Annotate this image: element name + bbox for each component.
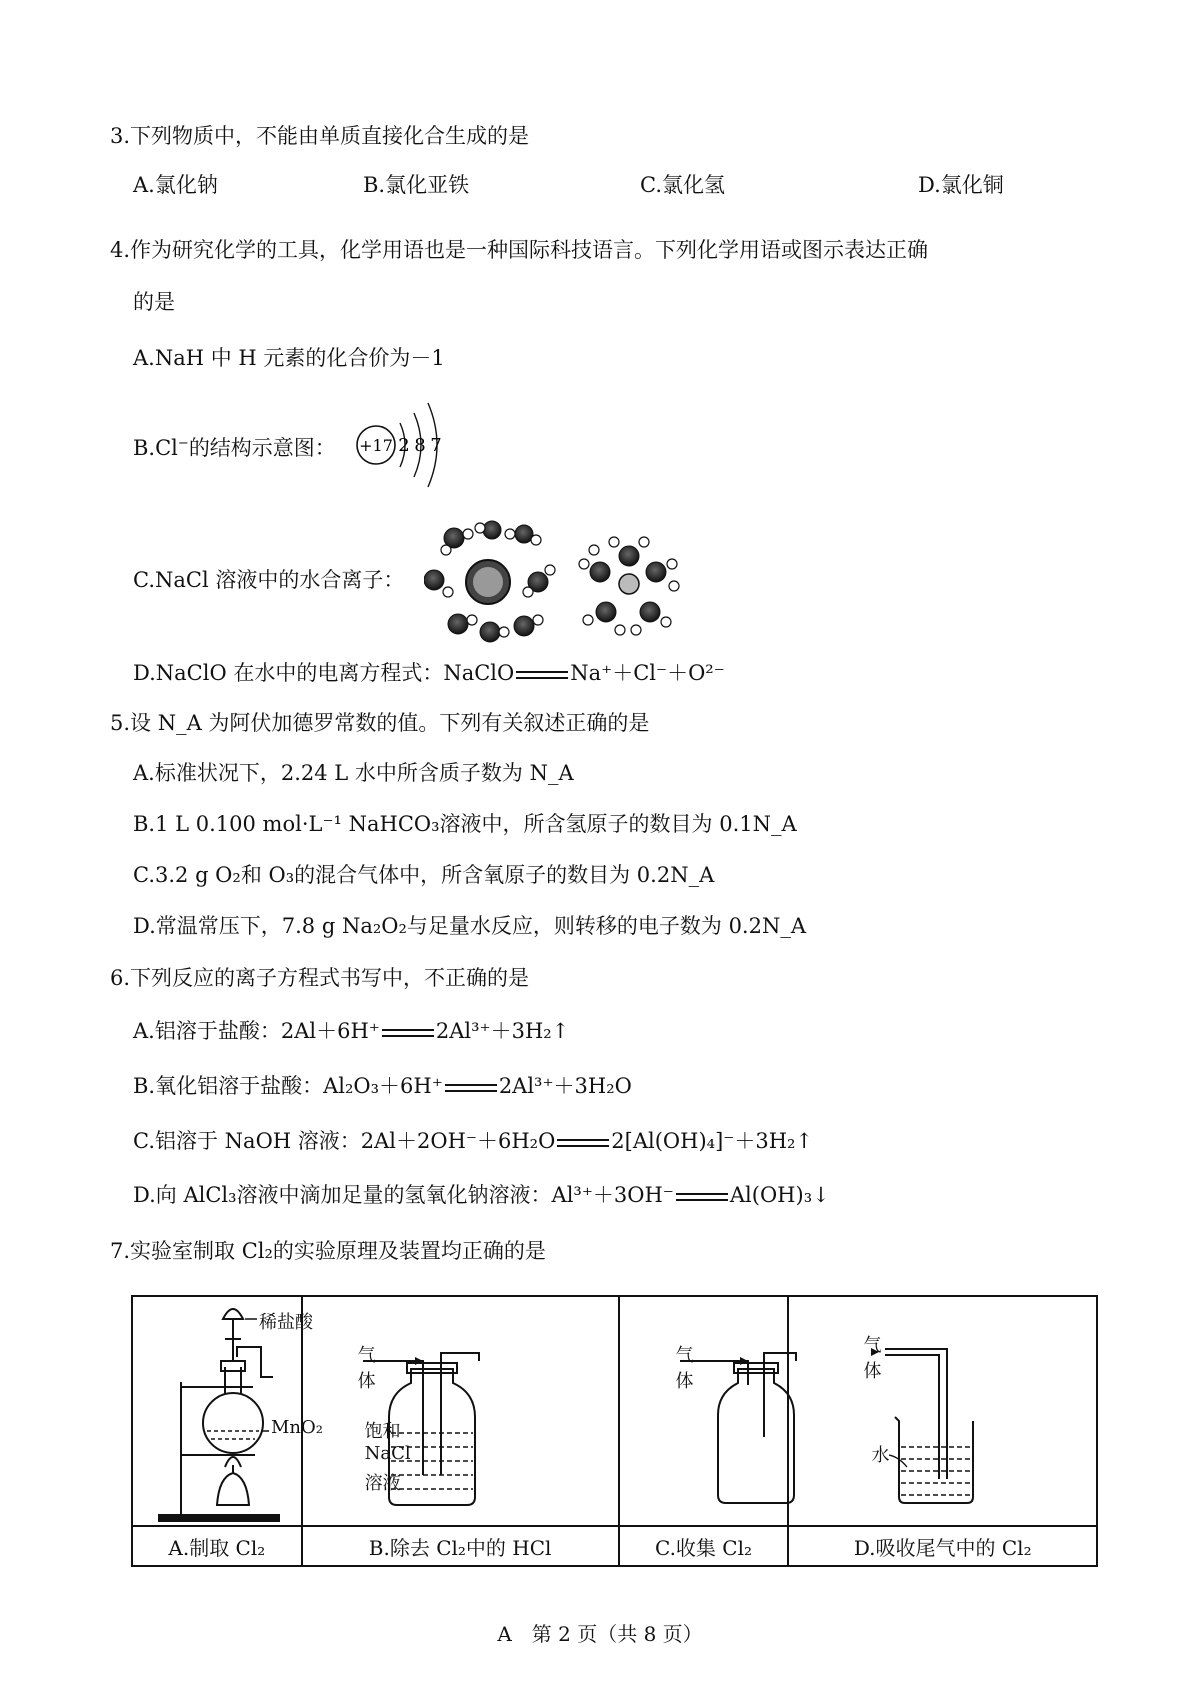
shell-2-count: 8 [414,435,426,456]
shell-3-count: 7 [430,435,442,456]
saturated-label: 饱和 [364,1421,401,1442]
apparatus-table [131,1295,1098,1567]
q3-option-b: B.氯化亚铁 [363,173,470,197]
chlorine-ion-structure-diagram [352,395,462,495]
nucleus-label: +17 [359,436,393,455]
q4-stem-line1: 4.作为研究化学的工具，化学用语也是一种国际科技语言。下列化学用语或图示表达正确 [110,238,929,262]
q6-option-d [133,1180,830,1210]
equals-sign [443,1081,499,1095]
q3-stem: 3.下列物质中，不能由单质直接化合生成的是 [110,124,530,148]
q4-option-d [133,658,725,688]
caption-a: A.制取 Cl₂ [132,1526,302,1566]
q6-option-d-rhs: Al(OH)₃↓ [729,1183,830,1207]
equals-sign [674,1190,730,1204]
q5-option-d: D.常温常压下，7.8 g Na₂O₂与足量水反应，则转移的电子数为 0.2N_A [133,914,807,938]
q4-option-b-suffix: 的结构示意图： [188,436,336,460]
q5-stem: 5.设 N_A 为阿伏加德罗常数的值。下列有关叙述正确的是 [110,711,650,735]
wash-bottle-apparatus [303,1297,537,1527]
nacl-label: NaCl [364,1443,411,1464]
q6-option-b-lhs: B.氧化铝溶于盐酸：Al₂O₃＋6H⁺ [133,1074,443,1098]
q4-option-c: C.NaCl 溶液中的水合离子： [133,568,405,592]
gas-label-2: 体 [675,1371,694,1392]
q4-stem-line2: 的是 [133,290,175,314]
equals-sign [514,668,570,682]
apparatus-a-cell [132,1296,323,1526]
apparatus-d-cell [788,1296,1097,1526]
gas-label-2: 体 [357,1371,376,1392]
caption-b: B.除去 Cl₂中的 HCl [302,1526,619,1566]
water-label: 水 [871,1445,890,1466]
q4-option-d-lhs: D.NaClO 在水中的电离方程式：NaClO [133,661,515,685]
q4-option-b-prefix: B.Cl [133,436,178,460]
q6-option-b [133,1071,632,1101]
q4-option-d-rhs: Na⁺＋Cl⁻＋O²⁻ [570,661,725,685]
q3-option-a: A.氯化钠 [133,173,218,197]
gas-label-1: 气 [675,1345,694,1366]
q6-option-a [133,1016,569,1046]
gas-label-1: 气 [357,1345,376,1366]
q5-option-c: C.3.2 g O₂和 O₃的混合气体中，所含氧原子的数目为 0.2N_A [133,863,715,887]
q6-option-b-rhs: 2Al³⁺＋3H₂O [498,1074,632,1098]
q3-option-d: D.氯化铜 [918,173,1004,197]
apparatus-b-cell [302,1296,619,1526]
tail-gas-absorption-beaker [789,1297,1033,1527]
q5-option-a: A.标准状况下，2.24 L 水中所含质子数为 N_A [133,761,574,785]
q6-stem: 6.下列反应的离子方程式书写中，不正确的是 [110,966,530,990]
equals-sign [380,1026,436,1040]
q6-option-c-lhs: C.铝溶于 NaOH 溶液：2Al＋2OH⁻＋6H₂O [133,1129,556,1153]
dilute-hcl-label: 稀盐酸 [259,1312,313,1333]
q4-option-b-sup: − [177,436,189,451]
q6-option-d-lhs: D.向 AlCl₃溶液中滴加足量的氢氧化钠溶液：Al³⁺＋3OH⁻ [133,1183,674,1207]
apparatus-c-cell [619,1296,789,1526]
q6-option-c-rhs: 2[Al(OH)₄]⁻＋3H₂↑ [611,1129,814,1153]
hydrated-ions-diagram [424,520,694,650]
page-footer: A 第 2 页（共 8 页） [497,1622,703,1646]
q7-stem: 7.实验室制取 Cl₂的实验原理及装置均正确的是 [110,1239,546,1263]
q4-option-b [133,429,336,463]
caption-c: C.收集 Cl₂ [619,1526,789,1566]
q5-option-b: B.1 L 0.100 mol·L⁻¹ NaHCO₃溶液中，所含氢原子的数目为 0.1N_A [133,812,797,836]
q3-option-c: C.氯化氢 [640,173,725,197]
q6-option-c [133,1126,813,1156]
solution-label: 溶液 [364,1473,401,1494]
equals-sign [555,1136,611,1150]
caption-d: D.吸收尾气中的 Cl₂ [788,1526,1097,1566]
shell-1-count: 2 [398,435,410,456]
q4-option-a: A.NaH 中 H 元素的化合价为－1 [133,346,445,370]
q6-option-a-rhs: 2Al³⁺＋3H₂↑ [435,1019,570,1043]
q6-option-a-lhs: A.铝溶于盐酸：2Al＋6H⁺ [133,1019,380,1043]
gas-label-2: 体 [863,1361,882,1382]
mno2-label: MnO₂ [271,1417,323,1438]
gas-label-1: 气 [863,1335,882,1356]
